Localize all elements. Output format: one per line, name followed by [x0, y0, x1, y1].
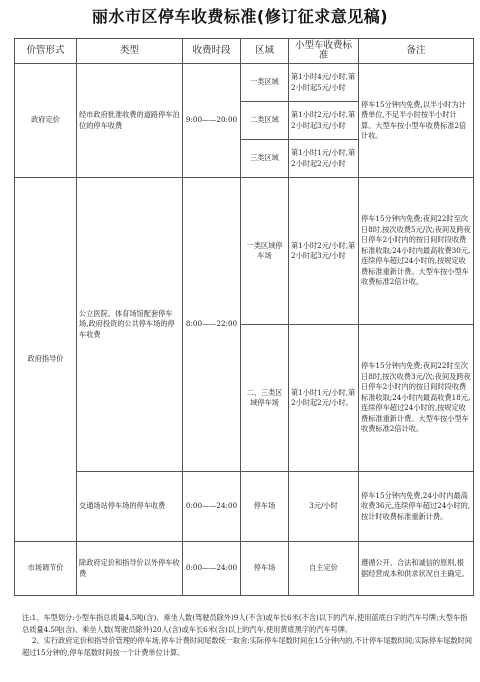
cell-type: 经市政府批准收费的道路停车泊位的停车收费	[77, 64, 183, 178]
cell-rate: 第1小时4元/小时,第2小时起5元/小时	[289, 64, 359, 102]
cell-rate: 第1小时1元/小时,第2小时起2元/小时。	[289, 325, 359, 472]
parking-fee-table	[14, 38, 474, 596]
cell-note: 停车15分钟内免费,24小时内最高收费36元,连续停车超过24小时的,按计时收费标准重新计费。	[359, 472, 474, 542]
table-row	[15, 178, 474, 325]
cell-type: 公立医院、体育场馆配套停车场,政府投资的公共停车场的停车收费	[77, 178, 183, 472]
cell-period: 0:00——24:00	[183, 472, 241, 542]
cell-note: 遵循公开、合法和诚信的原则,根据经营成本和供求状况自主确定。	[359, 542, 474, 596]
cell-zone: 一类区域停车场	[241, 178, 289, 325]
cell-pricing-form: 市场调节价	[15, 542, 77, 596]
cell-rate: 3元/小时	[289, 472, 359, 542]
header-note: 备注	[359, 39, 474, 64]
header-type: 类型	[77, 39, 183, 64]
table-row	[15, 472, 474, 542]
cell-note: 停车15分钟内免费,以半小时为计费单位,不足半小时按半小时计算。大型车按小型车收费标准2倍计收。	[359, 64, 474, 178]
cell-zone: 二类区域	[241, 102, 289, 140]
table-row	[15, 542, 474, 596]
cell-zone: 停车场	[241, 542, 289, 596]
cell-note: 停车15分钟内免费;夜间22时至次日8时,按次收费3元/次;夜间及跨夜日停车2小时内的按日间时段收费标准收取;24小时内最高收费18元,连续停车超过24小时的,按规定收费标准重新计费。大型车按小型车收费标准2倍计收。	[359, 325, 474, 472]
cell-rate: 自主定价	[289, 542, 359, 596]
cell-period: 9:00——20:00	[183, 64, 241, 178]
footnote-1: 注:1、车型划分:小型车指总质量4.5吨(含)、乘坐人数(驾驶员除外)9人(不含)或车长6米(不含)以下的汽车,使用蓝底白字的汽车号牌;大型车指总质量4.5吨(含)、乘坐人数(驾驶员除外)20人(含)或车长6米(含)以上的汽车,使用黄底黑字的汽车号牌。	[22, 613, 468, 634]
footnote-2: 2、实行政府定价和指导价管理的停车场,停车计费时间尾数统一取舍:实际停车尾数时间在15分钟内的,不计停车尾数时间;实际停车尾数时间超过15分钟的,停车尾数时间按一个计费单位计算。	[22, 636, 473, 657]
cell-pricing-form: 政府定价	[15, 64, 77, 178]
cell-pricing-form: 政府指导价	[15, 178, 77, 542]
header-period: 收费时段	[183, 39, 241, 64]
cell-zone: 一类区域	[241, 64, 289, 102]
header-zone: 区域	[241, 39, 289, 64]
cell-type: 交通场站停车场的停车收费	[77, 472, 183, 542]
cell-rate: 第1小时1元/小时,第2小时起2元/小时	[289, 140, 359, 178]
cell-period: 8:00——22:00	[183, 178, 241, 472]
cell-type: 除政府定价和指导价以外停车收费	[77, 542, 183, 596]
page-title: 丽水市区停车收费标准(修订征求意见稿)	[91, 7, 389, 26]
cell-zone: 二、三类区域停车场	[241, 325, 289, 472]
footnotes	[22, 612, 474, 658]
cell-period: 0:00——24:00	[183, 542, 241, 596]
cell-note: 停车15分钟内免费;夜间22时至次日8时,按次收费5元/次;夜间及跨夜日停车2小时内的按日间时段收费标准收取;24小时内最高收费30元,连续停车超过24小时的,按规定收费标准重新计费。大型车按小型车收费标准2倍计收。	[359, 178, 474, 325]
header-pricing-form: 价管形式	[15, 39, 77, 64]
header-rate: 小型车收费标准	[289, 39, 359, 64]
table-header-row	[15, 39, 474, 64]
cell-zone: 停车场	[241, 472, 289, 542]
cell-rate: 第1小时2元/小时,第2小时起3元/小时	[289, 102, 359, 140]
table-row	[15, 64, 474, 102]
cell-rate: 第1小时2元/小时,第2小时起3元/小时	[289, 178, 359, 325]
cell-zone: 三类区域	[241, 140, 289, 178]
